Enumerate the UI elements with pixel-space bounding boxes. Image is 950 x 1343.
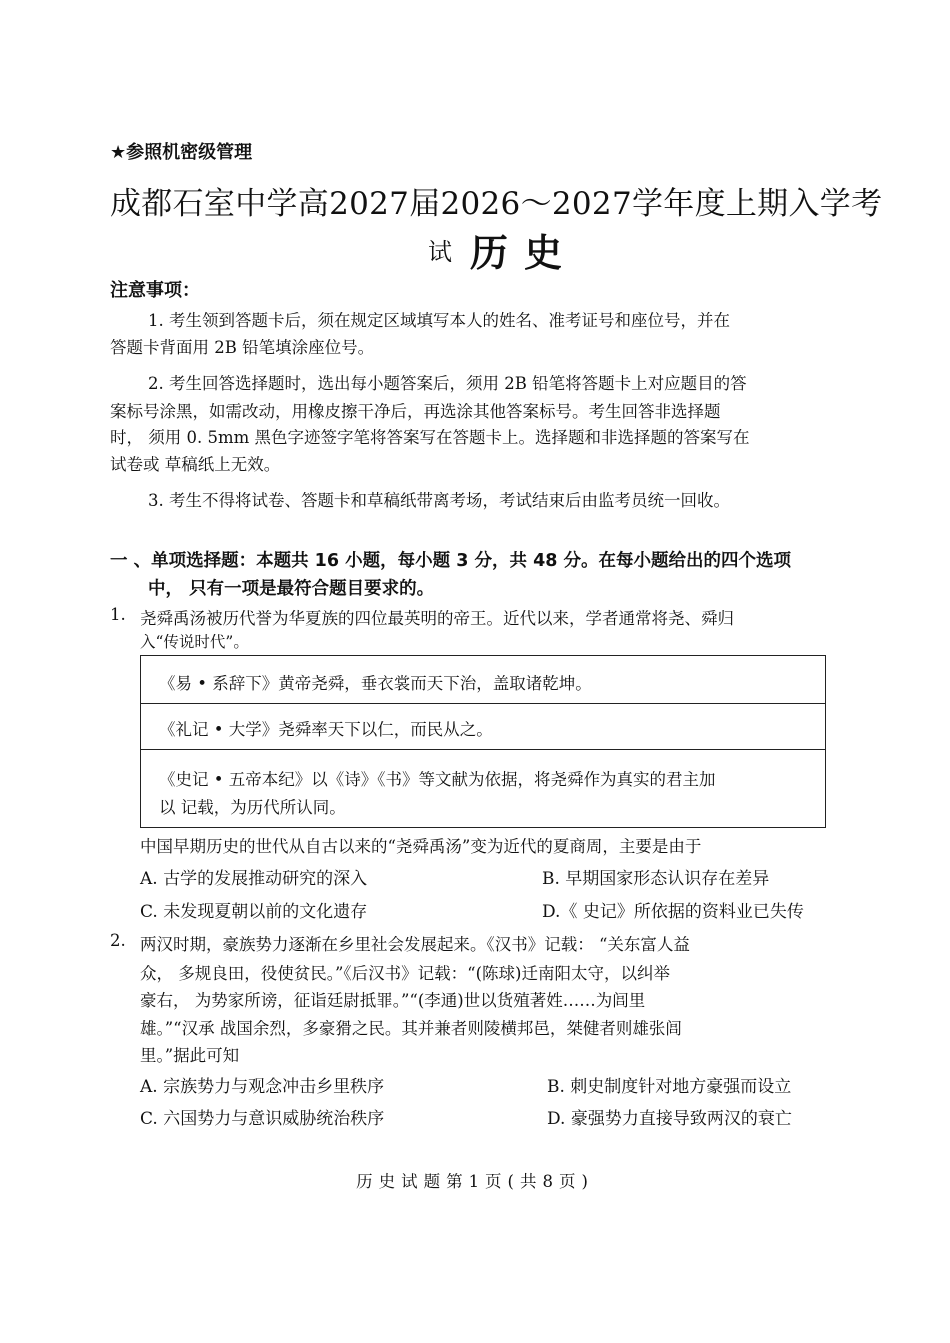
option-c: C. 未发现夏朝以前的文化遗存 <box>140 902 368 922</box>
question-prompt: 中国早期历史的世代从自古以来的“尧舜禹汤”变为近代的夏商周，主要是由于 <box>140 837 702 856</box>
option-d: D. 豪强势力直接导致两汉的衰亡 <box>547 1109 792 1129</box>
option-a: A. 古学的发展推动研究的深入 <box>140 869 368 889</box>
option-c: C. 六国势力与意识威胁统治秩序 <box>140 1109 385 1129</box>
question-number: 1. <box>110 605 126 624</box>
notice-line: 3. 考生不得将试卷、答题卡和草稿纸带离考场，考试结束后由监考员统一回收。 <box>148 491 730 510</box>
question-number: 2. <box>110 931 126 950</box>
question-stem: 众， 多规良田，役使贫民。”《后汉书》记载：“(陈球)迁南阳太守，以纠举 <box>140 964 670 983</box>
notice-line: 案标号涂黑，如需改动，用橡皮擦干净后，再选涂其他答案标号。考生回答非选择题 <box>110 402 721 421</box>
quote-text: 《礼记 • 大学》尧舜率天下以仁，而民从之。 <box>159 720 493 739</box>
section-heading-cont: 中， 只有一项是最符合题目要求的。 <box>148 579 435 599</box>
exam-subject-title: 历史 <box>470 231 579 275</box>
option-b: B. 早期国家形态认识存在差异 <box>542 869 770 889</box>
option-a: A. 宗族势力与观念冲击乡里秩序 <box>140 1077 385 1097</box>
confidentiality-label: ★参照机密级管理 <box>110 142 253 163</box>
notice-line: 1. 考生领到答题卡后，须在规定区域填写本人的姓名、准考证号和座位号，并在 <box>148 311 730 330</box>
quote-text: 《史记 • 五帝本纪》以《诗》《书》等文献为依据，将尧舜作为真实的君主加 <box>159 770 716 789</box>
section-heading: 一 、单项选择题：本题共 16 小题，每小题 3 分，共 48 分。在每小题给出的四个选项 <box>110 551 792 571</box>
option-d: D.《 史记》所依据的资料业已失传 <box>542 902 804 922</box>
quote-text: 《易 • 系辞下》黄帝尧舜，垂衣裳而天下治，盖取诸乾坤。 <box>159 674 592 693</box>
exam-title-line2-prefix: 试 <box>428 238 452 266</box>
quote-text: 以 记载，为历代所认同。 <box>159 798 346 817</box>
question-stem: 豪右， 为势家所谤，征诣廷尉抵罪。”“(李通)世以货殖著姓……为闾里 <box>140 991 646 1010</box>
question-stem: 尧舜禹汤被历代誉为华夏族的四位最英明的帝王。近代以来，学者通常将尧、舜归 <box>140 609 734 628</box>
question-stem: 入“传说时代”。 <box>140 633 249 651</box>
exam-title-line1: 成都石室中学高2027届2026～2027学年度上期入学考 <box>110 186 883 222</box>
notice-line: 2. 考生回答选择题时，选出每小题答案后，须用 2B 铅笔将答题卡上对应题目的答 <box>148 374 747 393</box>
notice-line: 答题卡背面用 2B 铅笔填涂座位号。 <box>110 338 375 357</box>
quote-row <box>141 750 825 829</box>
source-quote-table <box>140 655 826 828</box>
notice-line: 时， 须用 0. 5mm 黑色字迹签字笔将答案写在答题卡上。选择题和非选择题的答案写在 <box>110 428 750 447</box>
quote-row <box>141 704 825 750</box>
quote-row <box>141 656 825 704</box>
question-stem: 里。”据此可知 <box>140 1046 240 1065</box>
notice-line: 试卷或 草稿纸上无效。 <box>110 455 281 474</box>
option-b: B. 刺史制度针对地方豪强而设立 <box>547 1077 792 1097</box>
notice-heading: 注意事项： <box>110 280 200 301</box>
question-stem: 两汉时期，豪族势力逐渐在乡里社会发展起来。《汉书》记载： “关东富人益 <box>140 935 690 954</box>
question-stem: 雄。”“汉承 战国余烈，多豪猾之民。其并兼者则陵横邦邑，桀健者则雄张闾 <box>140 1019 682 1038</box>
page-footer: 历史试题第1页(共8页) <box>356 1172 594 1191</box>
